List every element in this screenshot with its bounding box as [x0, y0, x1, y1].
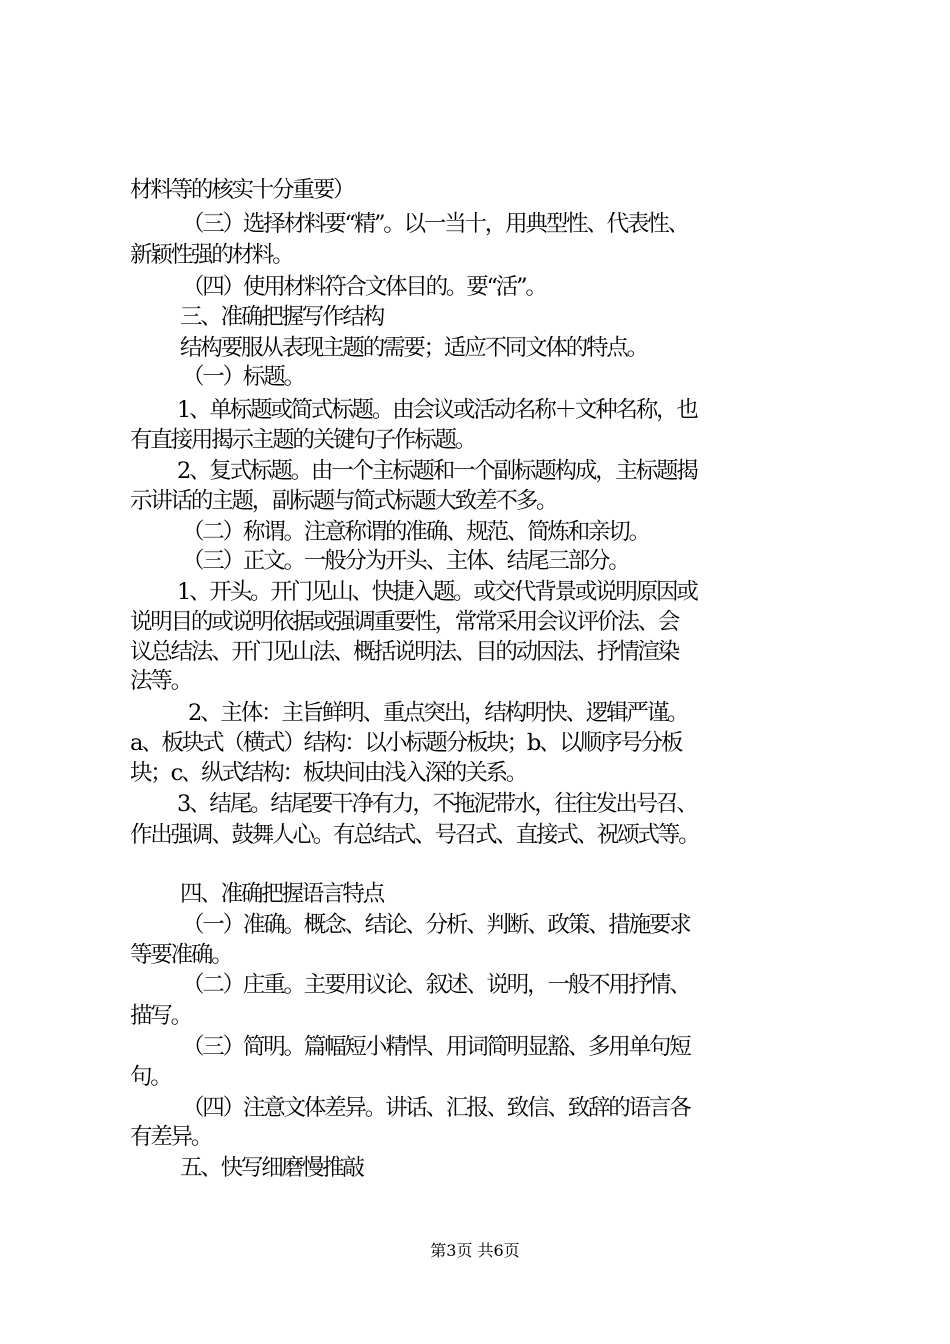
text-line: 有直接用揭示主题的关键句子作标题。 [130, 427, 476, 453]
text-line: 2、主体：主旨鲜明、重点突出，结构明快、逻辑严谨。 [188, 700, 688, 726]
text-line: 说明目的或说明依据或强调重要性，常常采用会议评价法、会 [130, 609, 679, 635]
text-line: 材料等的核实十分重要） [130, 177, 354, 203]
section-heading: 三、准确把握写作结构 [180, 304, 384, 330]
text-line: 作出强调、鼓舞人心。有总结式、号召式、直接式、祝颂式等。 [130, 822, 699, 848]
text-line: 结构要服从表现主题的需要；适应不同文体的特点。 [180, 335, 647, 361]
text-line: （二）称谓。注意称谓的准确、规范、简炼和亲切。 [182, 519, 649, 545]
page-number: 第3页 共6页 [430, 1241, 520, 1260]
text-line: a、板块式（横式）结构：以小标题分板块；b、以顺序号分板 [130, 730, 682, 756]
text-line: （一）标题。 [182, 364, 304, 390]
text-line: 等要准确。 [130, 942, 232, 968]
text-line: 议总结法、开门见山法、概括说明法、目的动因法、抒情渲染 [130, 639, 679, 665]
section-heading: 五、快写细磨慢推敲 [180, 1155, 363, 1181]
text-line: 1、开头。开门见山、快捷入题。或交代背景或说明原因或 [177, 579, 697, 605]
text-line: 块；c、纵式结构：板块间由浅入深的关系。 [130, 760, 527, 786]
text-line: （二）庄重。主要用议论、叙述、说明，一般不用抒情、 [182, 972, 690, 998]
text-line: 2、复式标题。由一个主标题和一个副标题构成，主标题揭 [177, 458, 697, 484]
text-line: 有差异。 [130, 1124, 212, 1150]
text-line: （三）选择材料要“精”。以一当十，用典型性、代表性、 [182, 211, 688, 237]
text-line: 3、结尾。结尾要干净有力，不拖泥带水，往往发出号召、 [177, 791, 697, 817]
text-line: 示讲话的主题，副标题与简式标题大致差不多。 [130, 488, 557, 514]
text-line: （一）准确。概念、结论、分析、判断、政策、措施要求 [182, 912, 690, 938]
text-line: （四）注意文体差异。讲话、汇报、致信、致辞的语言各 [182, 1095, 690, 1121]
text-line: （三）正文。一般分为开头、主体、结尾三部分。 [182, 548, 629, 574]
text-line: 句。 [130, 1064, 171, 1090]
text-line: （四）使用材料符合文体目的。要“活”。 [182, 274, 546, 300]
text-line: 法等。 [130, 668, 191, 694]
text-line: 新颖性强的材料。 [130, 242, 293, 268]
text-line: （三）简明。篇幅短小精悍、用词简明显豁、多用单句短 [182, 1034, 690, 1060]
text-line: 1、单标题或简式标题。由会议或活动名称＋文种名称，也 [177, 397, 697, 423]
section-heading: 四、准确把握语言特点 [180, 881, 384, 907]
text-line: 描写。 [130, 1003, 191, 1029]
